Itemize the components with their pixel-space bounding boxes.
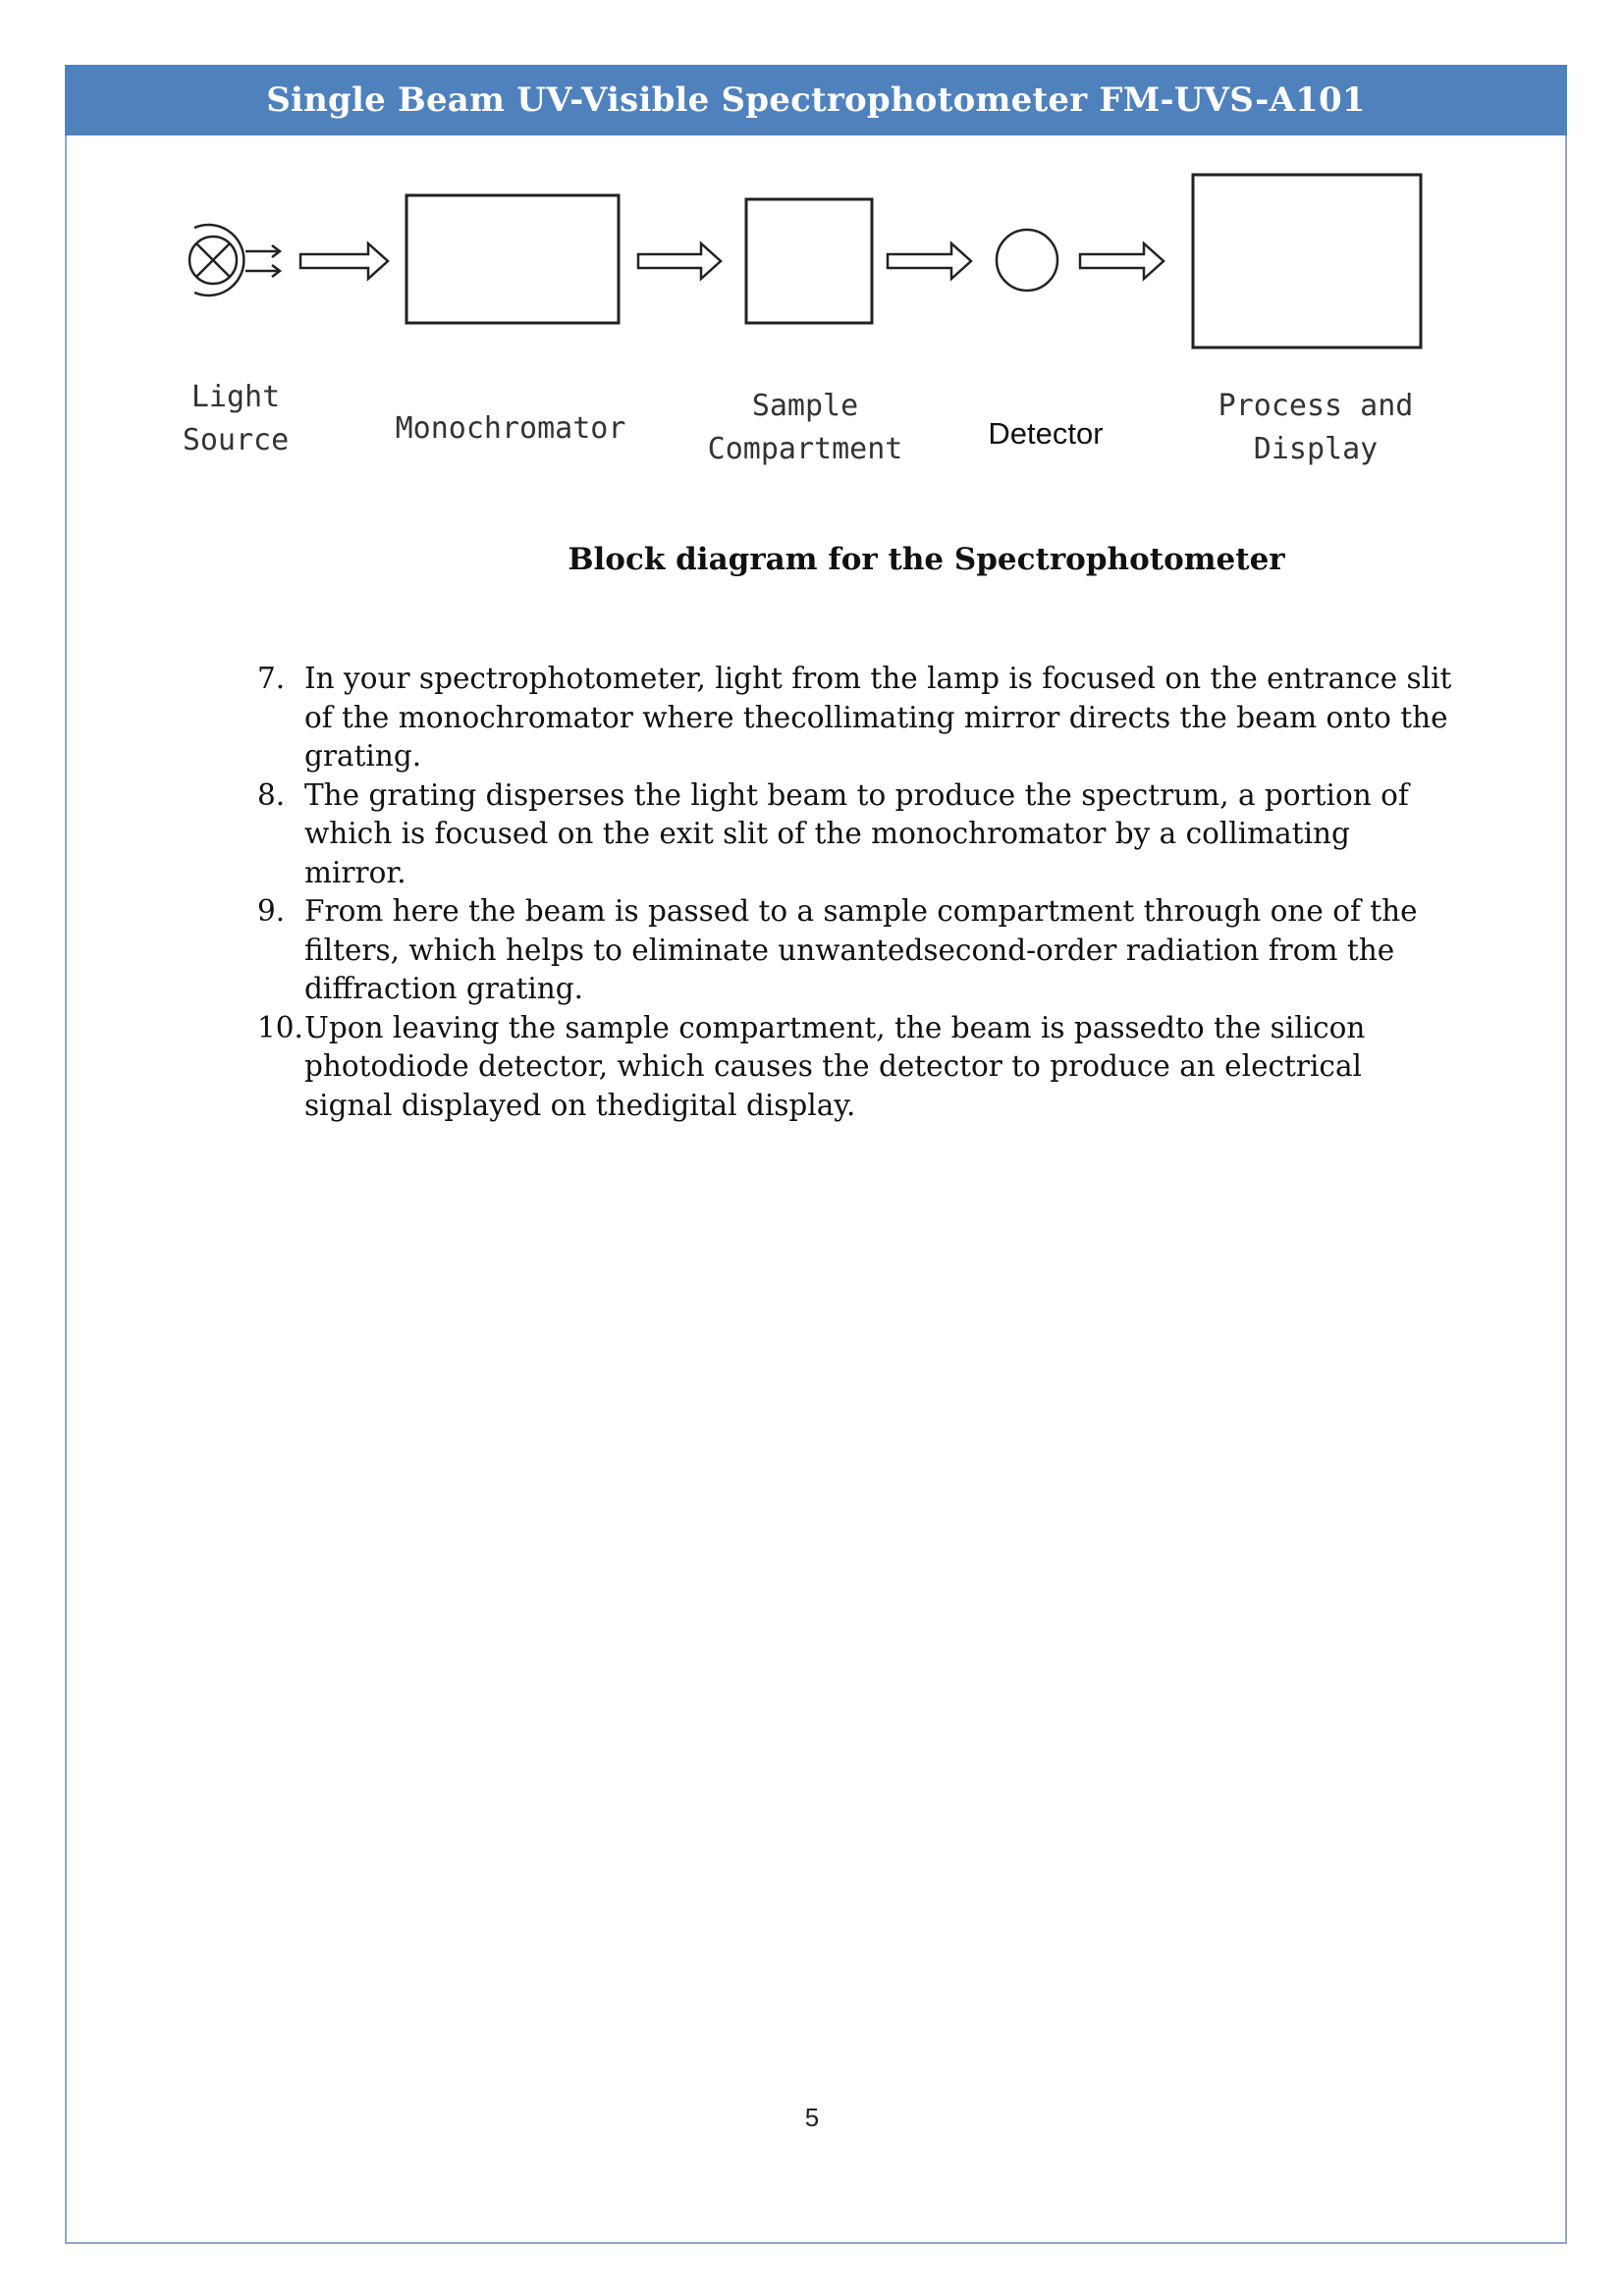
list-item-text: In your spectrophotometer, light from the lamp is focused on the entrance slit of the monochromator where thecollimating mirror directs the beam onto the grating. (304, 662, 1452, 773)
light-rays-icon (245, 245, 280, 277)
list-item-number: 9. (257, 894, 286, 928)
arrow-icon (1080, 243, 1164, 279)
list-item-text: From here the beam is passed to a sample compartment through one of the filters, which helps to eliminate unwantedsecond-order radiation from the diffraction grating. (304, 894, 1418, 1005)
label-light-source: Light Source (182, 380, 290, 457)
arrow-icon (300, 243, 388, 279)
list-item (257, 1009, 1455, 1126)
list-item-number: 8. (257, 777, 286, 812)
list-item (257, 660, 1455, 776)
block-diagram (0, 0, 1624, 510)
diagram-caption-text: Block diagram for the Spectrophotometer (568, 542, 1285, 577)
list-item-text: Upon leaving the sample compartment, the beam is passedto the silicon photodiode detector, which causes the detector to produce an electrical signal displayed on thedigital display. (304, 1010, 1366, 1122)
arrow-icon (638, 243, 721, 279)
monochromator-block (406, 195, 619, 323)
lamp-icon (189, 225, 244, 295)
steps-list (257, 660, 1455, 1125)
list-item-number: 7. (257, 662, 286, 695)
sample-compartment-block (746, 199, 872, 323)
arrow-icon (888, 243, 971, 279)
process-display-block (1193, 175, 1421, 347)
label-detector: Detector (988, 416, 1104, 451)
document-title: Single Beam UV-Visible Spectrophotometer FM-UVS-A101 (266, 80, 1366, 120)
detector-block (997, 230, 1057, 291)
list-item-text: The grating disperses the light beam to produce the spectrum, a portion of which is focused on the exit slit of the monochromator by a collimating mirror. (304, 777, 1409, 889)
list-item (257, 776, 1455, 893)
list-item (257, 892, 1455, 1009)
diagram-caption (0, 542, 1624, 577)
label-sample-compartment: Sample Compartment (707, 389, 903, 466)
list-item-number: 10. (257, 1010, 303, 1044)
page-number: 5 (804, 2103, 820, 2132)
label-process-display: Process and Display (1218, 389, 1414, 466)
label-monochromator: Monochromator (395, 411, 626, 446)
